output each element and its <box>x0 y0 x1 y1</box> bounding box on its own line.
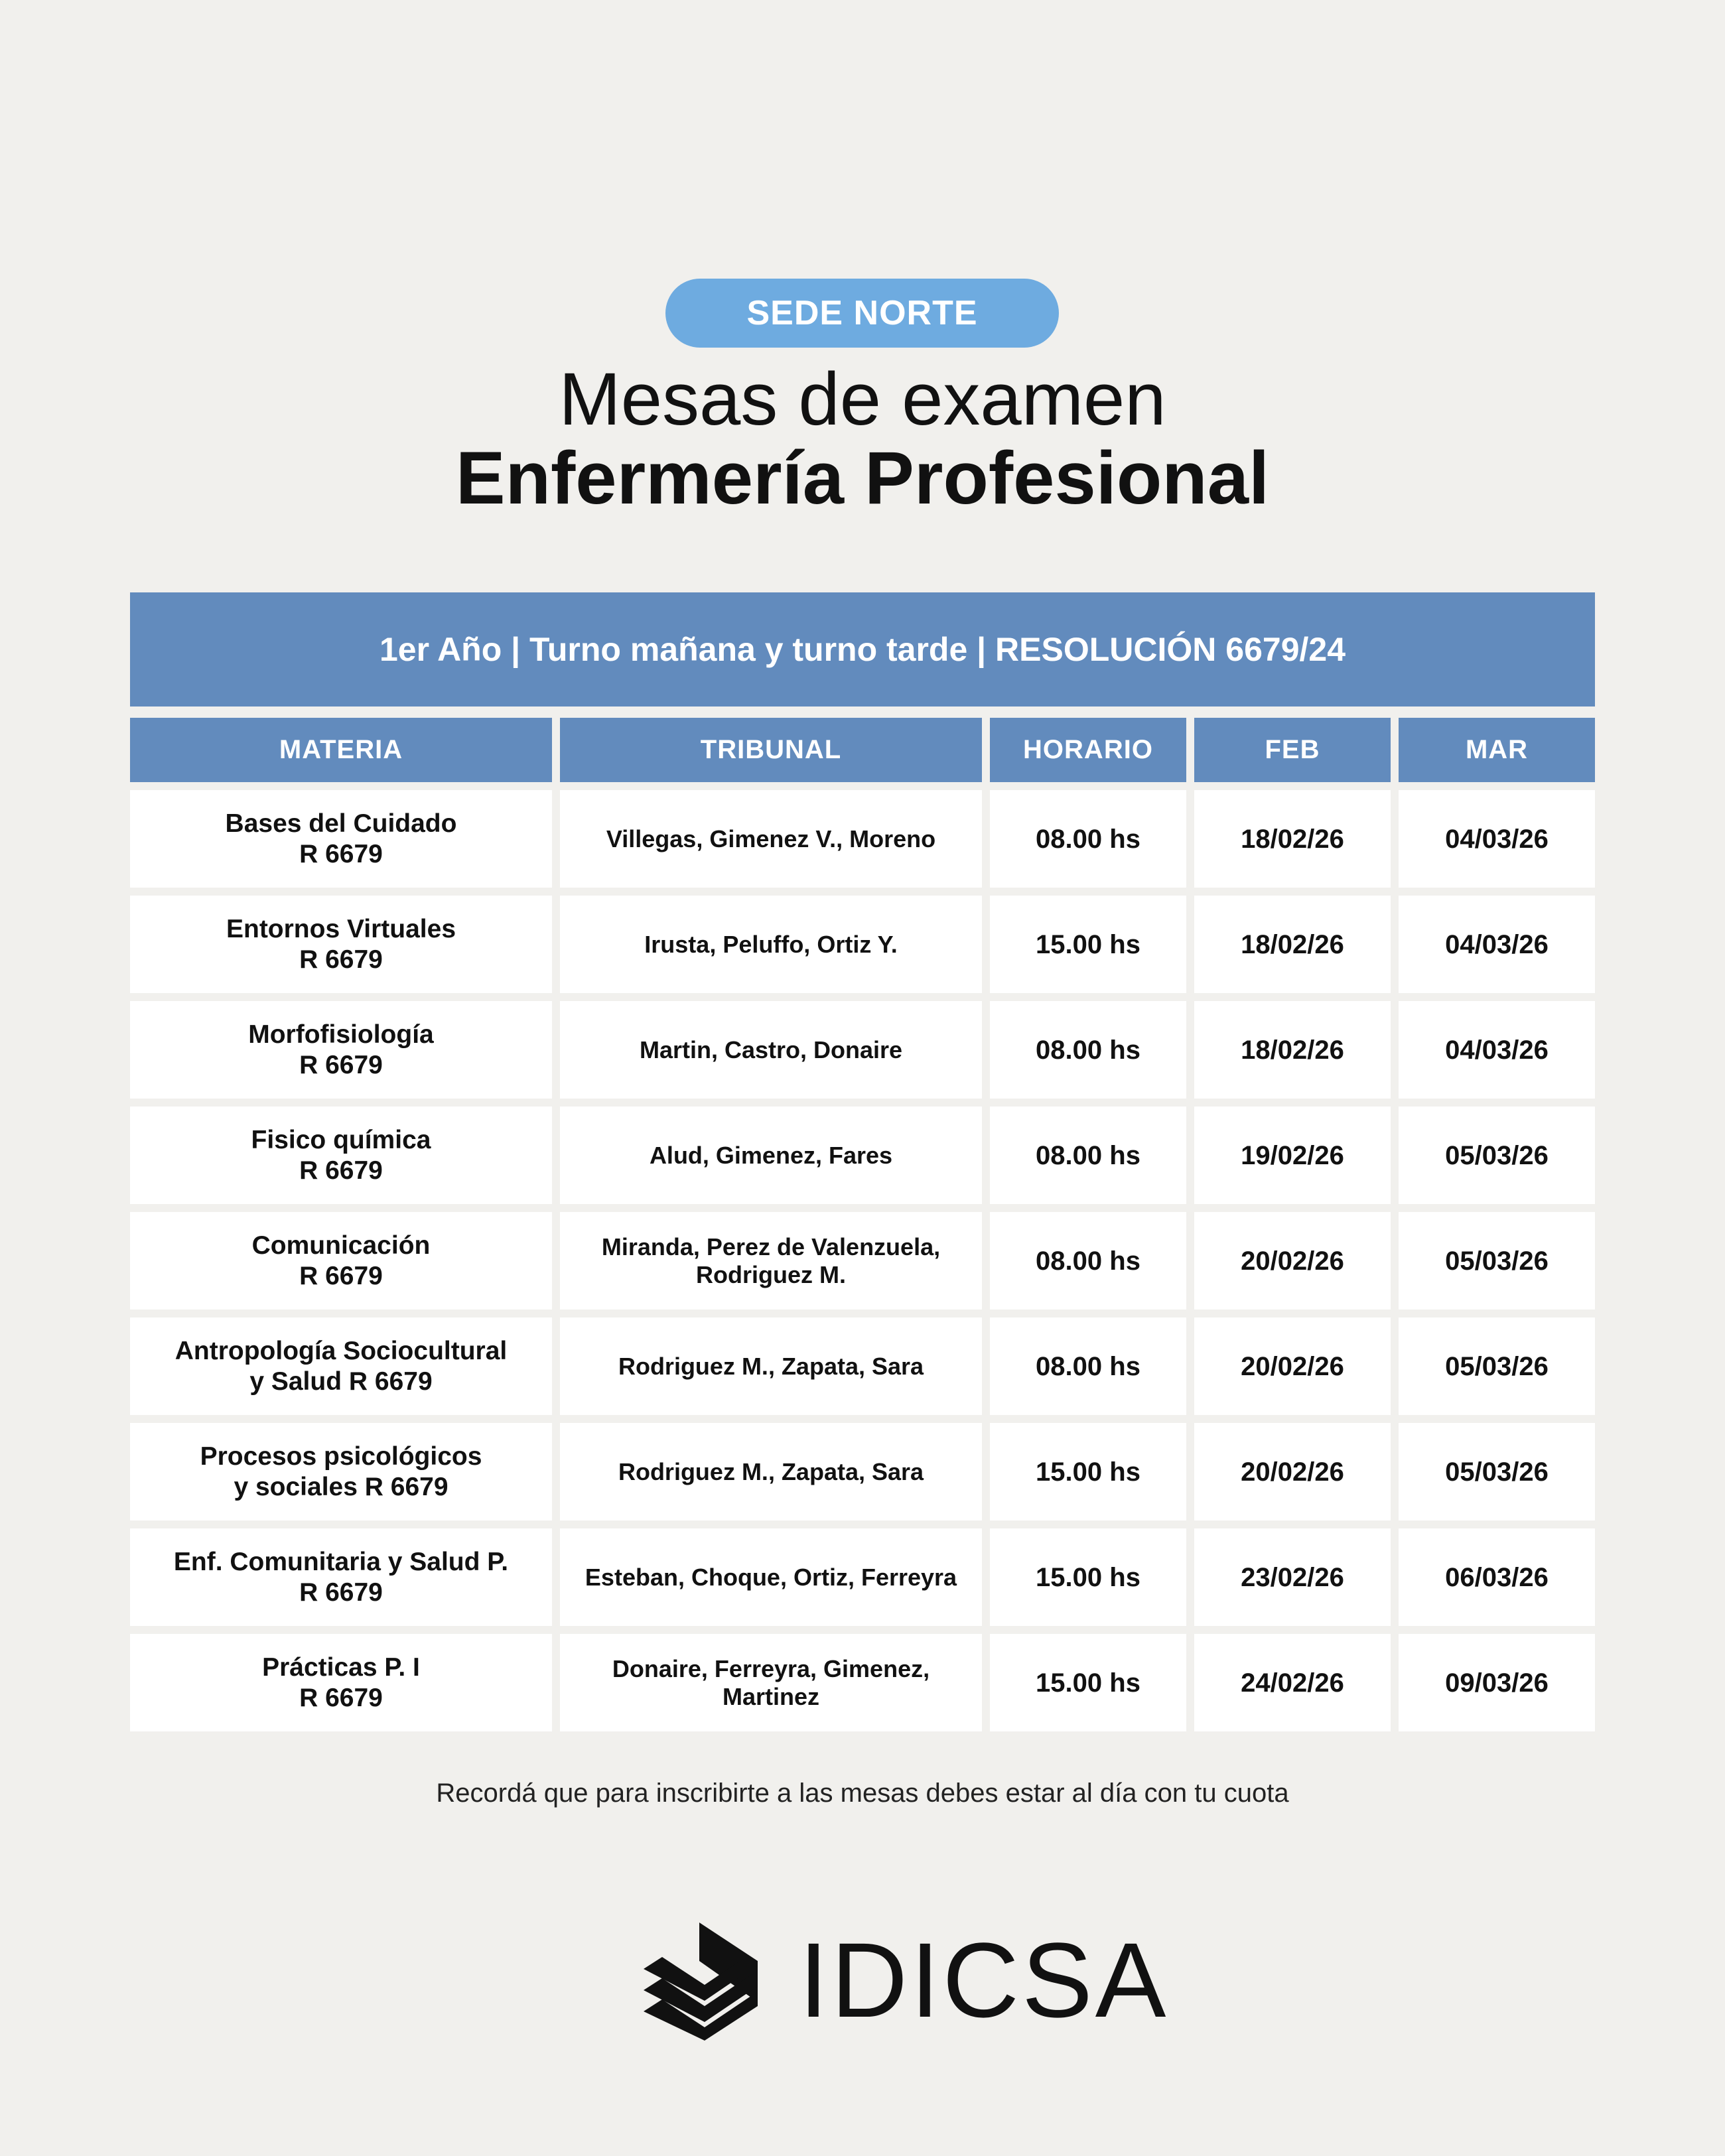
cell-feb: 23/02/26 <box>1194 1528 1391 1626</box>
cell-horario: 15.00 hs <box>990 1634 1186 1731</box>
idicsa-chevron-logo-icon <box>638 1917 771 2043</box>
materia-name: Antropología Sociocultural <box>174 1336 508 1365</box>
column-header-materia: MATERIA <box>130 718 552 782</box>
cell-feb: 18/02/26 <box>1194 896 1391 993</box>
cell-mar: 05/03/26 <box>1399 1317 1595 1415</box>
cell-tribunal: Irusta, Peluffo, Ortiz Y. <box>560 896 982 993</box>
cell-horario: 15.00 hs <box>990 1423 1186 1520</box>
cell-feb: 24/02/26 <box>1194 1634 1391 1731</box>
cell-mar: 04/03/26 <box>1399 1001 1595 1099</box>
cell-feb: 18/02/26 <box>1194 790 1391 888</box>
cell-feb: 19/02/26 <box>1194 1107 1391 1204</box>
cell-materia <box>130 1528 552 1626</box>
materia-name: Morfofisiología <box>248 1020 434 1049</box>
cell-tribunal: Alud, Gimenez, Fares <box>560 1107 982 1204</box>
materia-resolution: R 6679 <box>299 1683 383 1712</box>
column-header-tribunal: TRIBUNAL <box>560 718 982 782</box>
cell-horario: 08.00 hs <box>990 1317 1186 1415</box>
cell-horario: 08.00 hs <box>990 1212 1186 1310</box>
materia-resolution: R 6679 <box>299 839 383 868</box>
cell-mar: 06/03/26 <box>1399 1528 1595 1626</box>
column-header-mar: MAR <box>1399 718 1595 782</box>
cell-tribunal: Villegas, Gimenez V., Moreno <box>560 790 982 888</box>
materia-resolution: y Salud R 6679 <box>249 1367 433 1396</box>
cell-materia <box>130 1107 552 1204</box>
cell-mar: 05/03/26 <box>1399 1212 1595 1310</box>
cell-feb: 18/02/26 <box>1194 1001 1391 1099</box>
cell-horario: 08.00 hs <box>990 1001 1186 1099</box>
page-title-line2: Enfermería Profesional <box>455 437 1270 519</box>
materia-resolution: R 6679 <box>299 1156 383 1185</box>
page-title-line1: Mesas de examen <box>559 358 1166 440</box>
cell-tribunal: Donaire, Ferreyra, Gimenez, Martinez <box>560 1634 982 1731</box>
cell-tribunal: Esteban, Choque, Ortiz, Ferreyra <box>560 1528 982 1626</box>
materia-name: Enf. Comunitaria y Salud P. <box>173 1547 509 1576</box>
materia-name: Procesos psicológicos <box>200 1442 482 1471</box>
cell-feb: 20/02/26 <box>1194 1317 1391 1415</box>
table-banner: 1er Año | Turno mañana y turno tarde | RESOLUCIÓN 6679/24 <box>130 592 1595 707</box>
cell-tribunal: Rodriguez M., Zapata, Sara <box>560 1317 982 1415</box>
cell-materia <box>130 896 552 993</box>
materia-name: Comunicación <box>251 1231 431 1260</box>
cell-horario: 15.00 hs <box>990 1528 1186 1626</box>
materia-name: Prácticas P. I <box>262 1652 420 1682</box>
materia-resolution: y sociales R 6679 <box>234 1472 448 1501</box>
materia-name: Bases del Cuidado <box>225 809 457 838</box>
cell-feb: 20/02/26 <box>1194 1423 1391 1520</box>
materia-name: Fisico química <box>251 1125 431 1154</box>
footer-note: Recordá que para inscribirte a las mesas debes estar al día con tu cuota <box>436 1779 1289 1808</box>
materia-resolution: R 6679 <box>299 1050 383 1079</box>
cell-materia <box>130 1001 552 1099</box>
cell-materia <box>130 1212 552 1310</box>
cell-mar: 05/03/26 <box>1399 1423 1595 1520</box>
cell-feb: 20/02/26 <box>1194 1212 1391 1310</box>
cell-materia <box>130 790 552 888</box>
materia-resolution: R 6679 <box>299 945 383 974</box>
cell-materia <box>130 1423 552 1520</box>
cell-mar: 09/03/26 <box>1399 1634 1595 1731</box>
cell-materia <box>130 1317 552 1415</box>
cell-horario: 08.00 hs <box>990 1107 1186 1204</box>
idicsa-logo <box>638 1917 1168 2043</box>
materia-resolution: R 6679 <box>299 1261 383 1290</box>
sede-badge: SEDE NORTE <box>665 279 1059 348</box>
column-header-horario: HORARIO <box>990 718 1186 782</box>
cell-mar: 04/03/26 <box>1399 790 1595 888</box>
cell-horario: 08.00 hs <box>990 790 1186 888</box>
cell-tribunal: Martin, Castro, Donaire <box>560 1001 982 1099</box>
column-header-feb: FEB <box>1194 718 1391 782</box>
cell-tribunal: Rodriguez M., Zapata, Sara <box>560 1423 982 1520</box>
materia-resolution: R 6679 <box>299 1578 383 1607</box>
cell-materia <box>130 1634 552 1731</box>
cell-mar: 05/03/26 <box>1399 1107 1595 1204</box>
cell-mar: 04/03/26 <box>1399 896 1595 993</box>
logo-text: IDICSA <box>799 1920 1169 2039</box>
exam-table <box>130 718 1595 1731</box>
cell-tribunal: Miranda, Perez de Valenzuela, Rodriguez M. <box>560 1212 982 1310</box>
cell-horario: 15.00 hs <box>990 896 1186 993</box>
materia-name: Entornos Virtuales <box>226 914 456 943</box>
